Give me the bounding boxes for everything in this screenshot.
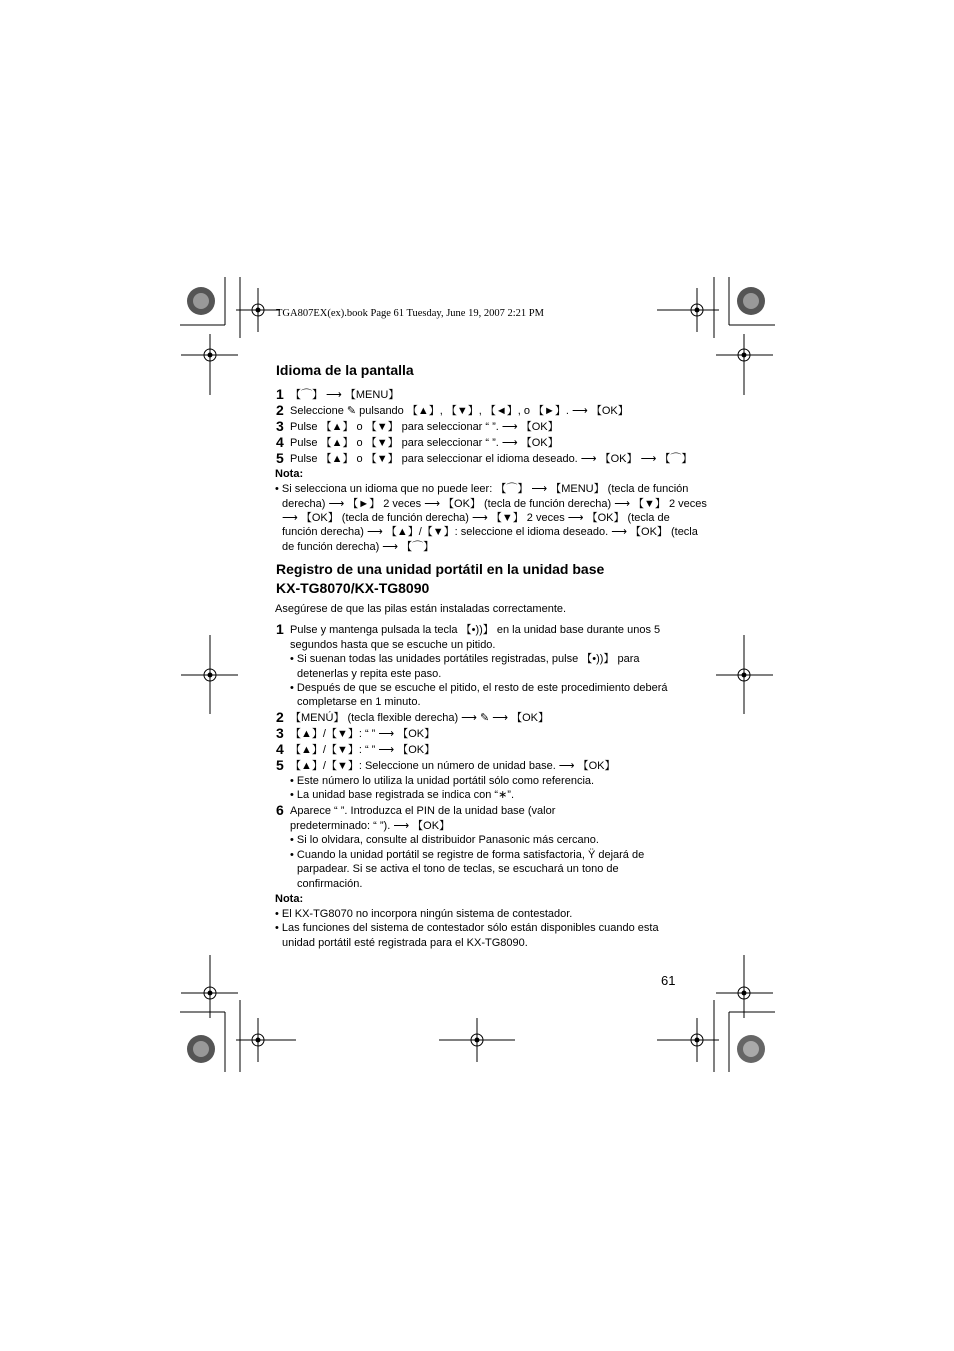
step-number: 2 <box>276 402 284 418</box>
section-subtitle-models: KX-TG8070/KX-TG8090 <box>276 580 430 596</box>
bullet-line: • Cuando la unidad portátil se registre de forma satisfactoria, Ÿ dejará de <box>290 849 645 861</box>
book-header-line: TGA807EX(ex).book Page 61 Tuesday, June 19, 2007 2:21 PM <box>276 308 544 319</box>
note-line: unidad portátil esté registrada para el KX-TG8090. <box>282 937 528 949</box>
nota-label: Nota: <box>275 893 304 905</box>
step-text: 【▲】/【▼】: Seleccione un número de unidad base. ⟶ 【OK】 <box>290 760 616 772</box>
note-line: • Las funciones del sistema de contestador sólo están disponibles cuando esta <box>275 922 659 934</box>
note-line: • Si selecciona un idioma que no puede leer: 【⌒】 ⟶ 【MENU】 (tecla de función <box>275 483 689 495</box>
nota-label: Nota: <box>275 468 304 480</box>
note-line: de función derecha) ⟶ 【⌒】 <box>282 541 435 553</box>
bullet-line: • Si lo olvidara, consulte al distribuidor Panasonic más cercano. <box>290 834 599 846</box>
step-text: Aparece “ ”. Introduzca el PIN de la unidad base (valor <box>290 805 556 817</box>
step-text: Pulse 【▲】 o 【▼】 para seleccionar “ ”. ⟶ 【OK】 <box>290 437 559 449</box>
bullet-line: • Este número lo utiliza la unidad portátil sólo como referencia. <box>290 775 595 787</box>
bullet-line: completarse en 1 minuto. <box>297 696 421 708</box>
step-text: 【▲】/【▼】: “ ” ⟶ 【OK】 <box>290 728 436 740</box>
bullet-line: confirmación. <box>297 878 363 890</box>
step-number: 1 <box>276 621 284 637</box>
step-number: 6 <box>276 802 284 818</box>
bullet-line: detenerlas y repita este paso. <box>297 668 442 680</box>
step-text: segundos hasta que se escuche un pitido. <box>290 639 496 651</box>
step-number: 4 <box>276 434 284 450</box>
note-line: ⟶ 【OK】 (tecla de función derecha) ⟶ 【▼】 2 veces ⟶ 【OK】 (tecla de <box>282 512 670 524</box>
step-text: 【MENÚ】 (tecla flexible derecha) ⟶ ✎ ⟶ 【OK】 <box>290 712 549 724</box>
bullet-line: • Si suenan todas las unidades portátiles registradas, pulse 【•))】 para <box>290 653 640 665</box>
step-text: 【⌒】 ⟶ 【MENU】 <box>290 389 400 401</box>
bullet-line: parpadear. Si se activa el tono de teclas, se escuchará un tono de <box>297 863 619 875</box>
step-text: Pulse 【▲】 o 【▼】 para seleccionar “ ”. ⟶ 【OK】 <box>290 421 559 433</box>
step-number: 2 <box>276 709 284 725</box>
bullet-line: • Después de que se escuche el pitido, el resto de este procedimiento deberá <box>290 682 668 694</box>
note-line: derecha) ⟶ 【►】 2 veces ⟶ 【OK】 (tecla de función derecha) ⟶ 【▼】 2 veces <box>282 498 707 510</box>
bullet-line: • La unidad base registrada se indica con “∗”. <box>290 789 515 801</box>
note-line: función derecha) ⟶ 【▲】/【▼】: seleccione el idioma deseado. ⟶ 【OK】 (tecla <box>282 526 698 538</box>
step-number: 4 <box>276 741 284 757</box>
page-number: 61 <box>661 973 676 988</box>
step-number: 3 <box>276 725 284 741</box>
step-text: Pulse y mantenga pulsada la tecla 【•))】 en la unidad base durante unos 5 <box>290 624 661 636</box>
step-number: 5 <box>276 757 284 773</box>
step-text: 【▲】/【▼】: “ ” ⟶ 【OK】 <box>290 744 436 756</box>
step-number: 3 <box>276 418 284 434</box>
note-line: • El KX-TG8070 no incorpora ningún sistema de contestador. <box>275 908 573 920</box>
step-text: predeterminado: “ ”). ⟶ 【OK】 <box>290 820 451 832</box>
step-text: Pulse 【▲】 o 【▼】 para seleccionar el idioma deseado. ⟶ 【OK】 ⟶ 【⌒】 <box>290 453 693 465</box>
step-text: Seleccione ✎ pulsando 【▲】, 【▼】, 【◄】, o 【►】. ⟶ 【OK】 <box>290 405 629 417</box>
step-number: 1 <box>276 386 284 402</box>
step-number: 5 <box>276 450 284 466</box>
section-title-idioma: Idioma de la pantalla <box>276 362 414 378</box>
section-title-registro: Registro de una unidad portátil en la unidad base <box>276 561 605 577</box>
intro-text: Asegúrese de que las pilas están instaladas correctamente. <box>275 603 567 615</box>
